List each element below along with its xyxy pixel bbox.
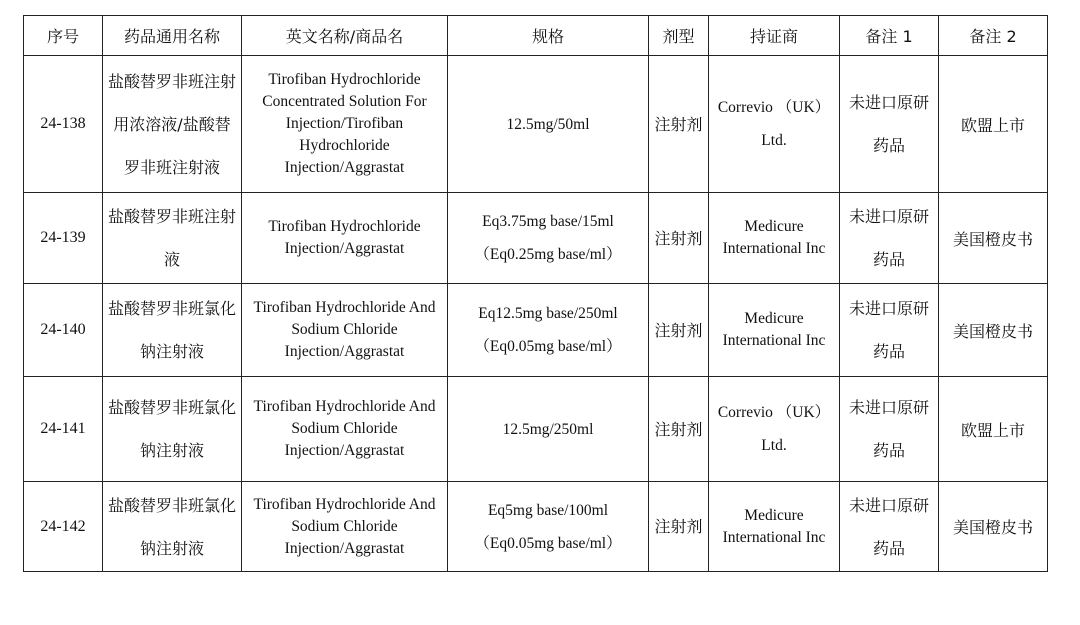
cell-note1 [840, 284, 939, 377]
cell-generic-name [103, 284, 242, 377]
header-spec: 规格 [448, 16, 649, 56]
cell-note1 [840, 482, 939, 572]
table-row [24, 377, 1048, 482]
cell-spec [448, 56, 649, 193]
cell-dosage-form [649, 56, 709, 193]
dosage-form-text: 注射剂 [654, 228, 703, 248]
header-dosage-form: 剂型 [649, 16, 709, 56]
cell-dosage-form [649, 193, 709, 284]
cell-note2: 美国橙皮书 [939, 193, 1048, 284]
spec-line-1: Eq3.75mg base/15ml [482, 213, 614, 230]
cell-note1 [840, 377, 939, 482]
cell-note1 [840, 193, 939, 284]
cell-note2: 欧盟上市 [939, 377, 1048, 482]
cell-seq: 24-141 [24, 377, 103, 482]
table-row [24, 482, 1048, 572]
cell-english-name: Tirofiban Hydrochloride Concentrated Solution For Injection/Tirofiban Hydrochloride Injection/Aggrastat [242, 56, 448, 193]
cell-holder: Correvio （UK） Ltd. [709, 377, 840, 482]
cell-seq: 24-140 [24, 284, 103, 377]
cell-holder: Medicure International Inc [709, 193, 840, 284]
spec-line-1: Eq12.5mg base/250ml [478, 305, 618, 322]
note1-text: 未进口原研药品 [848, 299, 929, 361]
cell-note2: 美国橙皮书 [939, 284, 1048, 377]
generic-name-text: 盐酸替罗非班氯化钠注射液 [107, 398, 236, 460]
spec-line-2: （Eq0.05mg base/ml） [474, 534, 622, 552]
spec-line-1: Eq5mg base/100ml [487, 501, 609, 519]
cell-spec [448, 377, 649, 482]
cell-note1 [840, 56, 939, 193]
header-generic-name: 药品通用名称 [103, 16, 242, 56]
cell-spec [448, 284, 649, 377]
table-header-row [24, 16, 1048, 56]
cell-holder: Correvio （UK） Ltd. [709, 56, 840, 193]
cell-dosage-form [649, 377, 709, 482]
spec-line-1: 12.5mg/250ml [502, 420, 594, 438]
table-row [24, 284, 1048, 377]
note1-text: 未进口原研药品 [848, 495, 929, 558]
drug-catalog-table [23, 15, 1048, 572]
generic-name-text: 盐酸替罗非班氯化钠注射液 [107, 495, 236, 558]
dosage-form-text: 注射剂 [654, 114, 703, 134]
cell-english-name: Tirofiban Hydrochloride And Sodium Chloride Injection/Aggrastat [242, 284, 448, 377]
cell-dosage-form [649, 482, 709, 572]
header-seq: 序号 [24, 16, 103, 56]
header-holder: 持证商 [709, 16, 840, 56]
table-row [24, 56, 1048, 193]
cell-seq: 24-139 [24, 193, 103, 284]
spec-line-2: （Eq0.05mg base/ml） [474, 338, 622, 355]
cell-generic-name [103, 193, 242, 284]
cell-holder: Medicure International Inc [709, 482, 840, 572]
cell-english-name: Tirofiban Hydrochloride And Sodium Chloride Injection/Aggrastat [242, 377, 448, 482]
table-row [24, 193, 1048, 284]
spec-line-2: （Eq0.25mg base/ml） [474, 246, 622, 263]
generic-name-text: 盐酸替罗非班注射用浓溶液/盐酸替罗非班注射液 [107, 71, 236, 177]
cell-seq: 24-138 [24, 56, 103, 193]
note1-text: 未进口原研药品 [848, 398, 929, 460]
spec-line-1: 12.5mg/50ml [506, 115, 590, 133]
cell-spec [448, 482, 649, 572]
header-english-name: 英文名称/商品名 [242, 16, 448, 56]
note1-text: 未进口原研药品 [848, 93, 929, 155]
header-note2: 备注 2 [939, 16, 1048, 56]
dosage-form-text: 注射剂 [654, 320, 703, 340]
cell-english-name: Tirofiban Hydrochloride Injection/Aggrastat [242, 193, 448, 284]
cell-dosage-form [649, 284, 709, 377]
cell-spec [448, 193, 649, 284]
cell-generic-name [103, 56, 242, 193]
cell-seq: 24-142 [24, 482, 103, 572]
cell-holder: Medicure International Inc [709, 284, 840, 377]
dosage-form-text: 注射剂 [654, 419, 703, 439]
header-note1: 备注 1 [840, 16, 939, 56]
cell-note2: 美国橙皮书 [939, 482, 1048, 572]
generic-name-text: 盐酸替罗非班注射液 [107, 207, 236, 269]
cell-english-name: Tirofiban Hydrochloride And Sodium Chloride Injection/Aggrastat [242, 482, 448, 572]
cell-generic-name [103, 377, 242, 482]
cell-note2: 欧盟上市 [939, 56, 1048, 193]
cell-generic-name [103, 482, 242, 572]
generic-name-text: 盐酸替罗非班氯化钠注射液 [107, 299, 236, 361]
note1-text: 未进口原研药品 [848, 207, 929, 269]
dosage-form-text: 注射剂 [654, 517, 703, 536]
